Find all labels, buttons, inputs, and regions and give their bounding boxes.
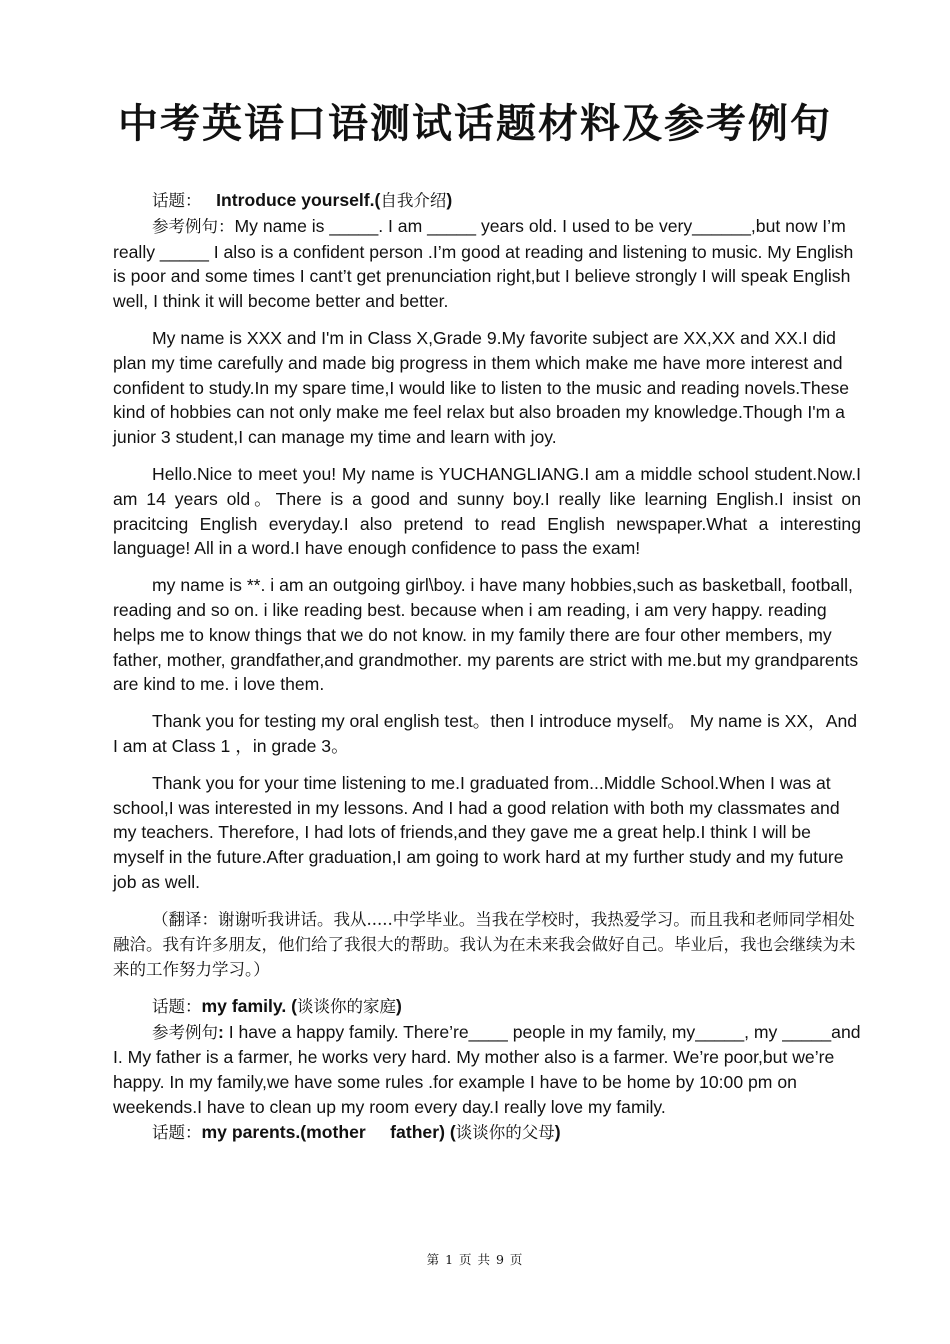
topic-heading-introduce-yourself [113, 188, 861, 214]
sample-label: 参考例句 [152, 1022, 218, 1042]
page-number-footer: 第 1 页 共 9 页 [426, 1252, 524, 1267]
topic-title: my family. (谈谈你的家庭) [201, 995, 402, 1016]
topic-label: 话题： [152, 996, 202, 1016]
sample-text: I have a happy family. There’re____ people in my family, my_____, my _____and I. My father is a farmer, he works very hard. My mother also is a farmer. We’re poor,but we’re happy. In my family,we have some rules .for example I have to be home by 10:00 pm on weekends.I have to clean up my room every day.I really love my family. [113, 1021, 861, 1117]
topic-label: 话题： [152, 191, 202, 210]
translation-paragraph: （翻译：谢谢听我讲话。我从.....中学毕业。当我在学校时，我热爱学习。而且我和老师同学相处融洽。我有许多朋友，他们给了我很大的帮助。我认为在未来我会做好自己。毕业后，我也会继续为未来的工作努力学习。） [113, 909, 856, 979]
topic-title: Introduce yourself.(自我介绍) [216, 190, 453, 210]
sample-label: 参考例句： [152, 216, 235, 236]
topic-label: 话题： [152, 1122, 202, 1142]
document-body [113, 188, 861, 1146]
sample-text: My name is _____. I am _____ years old. I used to be very______,but now I’m really _____ I also is a confident person .I’m good at reading and listening to music. My English is poor and some times I cant’t get prenunciation right,but I believe strongly I will speak English well, I think it will become better and better. [113, 215, 854, 312]
paragraph-5: Thank you for testing my oral english test。then I introduce myself。 My name is XX，And I am at Class 1 ，in grade 3。 [113, 711, 858, 756]
topic-title: my parents.(mother father) (谈谈你的父母) [201, 1121, 561, 1142]
page-title: 中考英语口语测试话题材料及参考例句 [118, 101, 832, 147]
sample-paragraph [113, 214, 861, 314]
paragraph-6: Thank you for your time listening to me.I graduated from...Middle School.When I was at school,I was interested in my lessons. And I had a good relation with both my classmates and my teachers. Therefore, I had lots of friends,and they gave me a great help.I think I will be myself in the future.After graduation,I am going to work hard at my further study and my future job as well. [113, 772, 844, 892]
paragraph-4: my name is **. i am an outgoing girl\boy. i have many hobbies,such as basketball, football, reading and so on. i like reading best. because when i am reading, i am very happy. reading helps me to know things that we do not know. in my family there are four other members, my father, mother, grandfather,and grandmother. my parents are strict with me.but my grandparents are kind to me. i love them. [113, 575, 859, 695]
paragraph-2: My name is XXX and I'm in Class X,Grade 9.My favorite subject are XX,XX and XX.I did plan my time carefully and made big progress in them which make me have more interest and confident to study.In my spare time,I would like to listen to the music and reading novels.These kind of hobbies can not only make me feel relax but also broaden my knowledge.Though I'm a junior 3 student,I can manage my time and learn with joy. [113, 327, 850, 448]
family-sample-paragraph: 参考例句: I have a happy family. There’re____ people in my family, my_____, my _____and I. My father is a farmer, he works very hard. My mother also is a farmer. We’re poor,but we’re happy. In my family,we have some rules .for example I have to be home by 10:00 pm on weekends.I have to clean up my room every day.I really love my family. [113, 1021, 861, 1117]
paragraph-3: Hello.Nice to meet you! My name is YUCHANGLIANG.I am a middle school student.Now.I am 14 years old。There is a good and sunny boy.I really like learning English.I insist on pracitcing English everyday.I also pretend to read English newspaper.What a interesting language! All in a word.I have enough confidence to pass the exam! [113, 463, 861, 559]
topic-heading-my-parents [113, 1120, 861, 1146]
topic-heading-my-family [113, 994, 861, 1020]
